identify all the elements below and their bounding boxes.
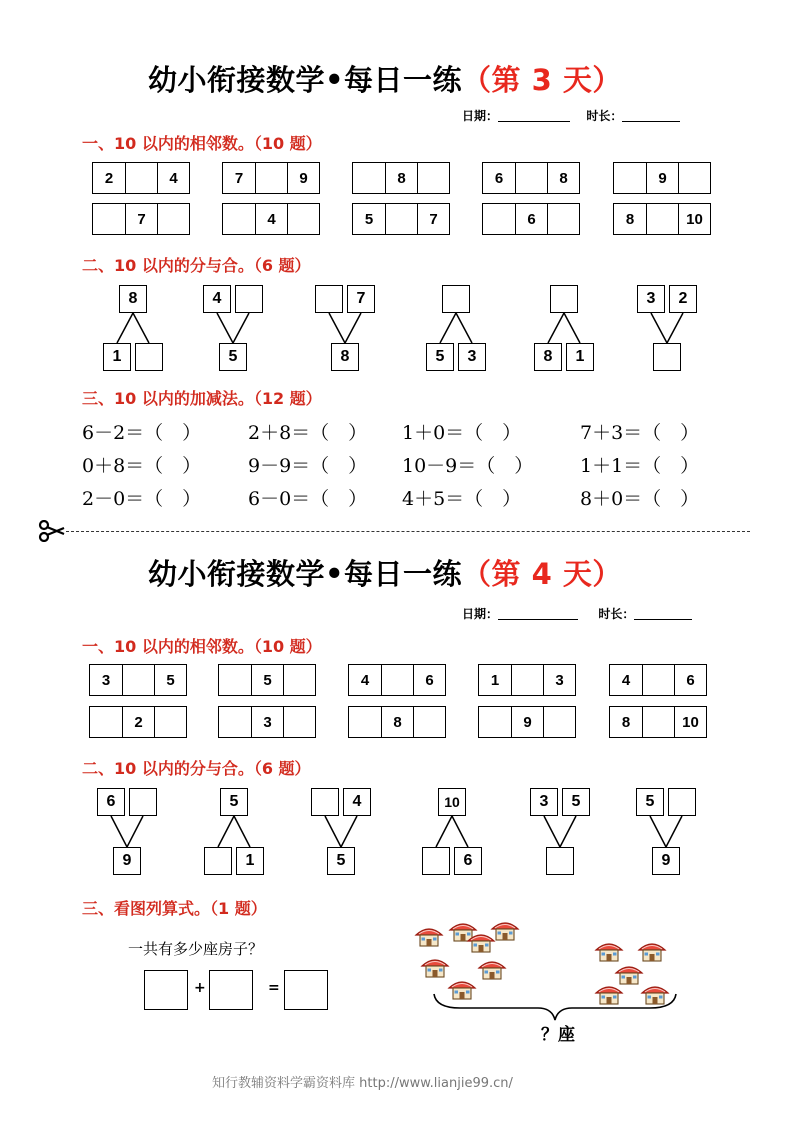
sheet2-title-main: 幼小衔接数学•每日一练 xyxy=(148,557,463,591)
equals-sign: = xyxy=(268,980,280,996)
neighbor-number-cell: 3 xyxy=(543,665,575,695)
neighbor-blank-cell[interactable] xyxy=(515,163,547,193)
bond-number-box: 3 xyxy=(530,788,558,816)
neighbor-blank-cell[interactable] xyxy=(543,707,575,737)
brace-label: ？座 xyxy=(541,1025,575,1045)
neighbor-blank-cell[interactable] xyxy=(219,665,251,695)
sheet2-meta xyxy=(462,605,692,622)
sheet2-section2-title: 二、10 以内的分与合。（6 题） xyxy=(82,759,311,778)
bond-number-box: 4 xyxy=(343,788,371,816)
brace xyxy=(430,992,680,1022)
bond-blank-box[interactable] xyxy=(311,788,339,816)
bond-blank-box[interactable] xyxy=(668,788,696,816)
neighbor-group xyxy=(352,162,450,194)
neighbor-number-cell: 9 xyxy=(511,707,543,737)
bond-line xyxy=(117,313,133,343)
scissors-icon xyxy=(38,520,66,546)
answer-box-2[interactable] xyxy=(209,970,253,1010)
neighbor-blank-cell[interactable] xyxy=(483,204,515,234)
equation[interactable]: 6－2＝（ ） xyxy=(82,422,202,444)
bond-number-box: 6 xyxy=(454,847,482,875)
neighbor-blank-cell[interactable] xyxy=(547,204,579,234)
neighbor-blank-cell[interactable] xyxy=(353,163,385,193)
plus-sign: + xyxy=(194,980,206,996)
neighbor-blank-cell[interactable] xyxy=(511,665,543,695)
neighbor-blank-cell[interactable] xyxy=(646,204,678,234)
bond-line xyxy=(560,816,576,847)
sheet1-title xyxy=(148,58,622,99)
bond-line xyxy=(650,816,666,847)
bond-number-box: 5 xyxy=(562,788,590,816)
bond-number-box: 10 xyxy=(438,788,466,816)
neighbor-number-cell: 6 xyxy=(674,665,706,695)
sheet2-title xyxy=(148,552,622,593)
bond-line xyxy=(452,816,468,847)
neighbor-blank-cell[interactable] xyxy=(223,204,255,234)
sheet1-date-label: 日期： xyxy=(462,109,499,123)
equation[interactable]: 1＋1＝（ ） xyxy=(580,455,700,477)
neighbor-blank-cell[interactable] xyxy=(385,204,417,234)
neighbor-group xyxy=(613,162,711,194)
neighbor-number-cell: 7 xyxy=(417,204,449,234)
bond-line xyxy=(548,313,564,343)
answer-box-3[interactable] xyxy=(284,970,328,1010)
bond-blank-box[interactable] xyxy=(135,343,163,371)
bond-line xyxy=(218,816,234,847)
neighbor-number-cell: 3 xyxy=(251,707,283,737)
neighbor-number-cell: 7 xyxy=(234,169,244,187)
bond-blank-box[interactable] xyxy=(550,285,578,313)
neighbor-number-cell: 8 xyxy=(621,713,631,731)
equation[interactable]: 2－0＝（ ） xyxy=(82,488,202,510)
neighbor-blank-cell[interactable] xyxy=(678,163,710,193)
neighbor-group xyxy=(609,664,707,696)
neighbor-number-cell: 2 xyxy=(104,169,114,187)
bond-blank-box[interactable] xyxy=(315,285,343,313)
neighbor-group xyxy=(348,706,446,738)
bond-number-box: 8 xyxy=(119,285,147,313)
equation[interactable]: 6－0＝（ ） xyxy=(248,488,368,510)
house-icon xyxy=(490,918,520,946)
bond-number-box: 5 xyxy=(219,343,247,371)
neighbor-blank-cell[interactable] xyxy=(417,163,449,193)
bond-line xyxy=(325,816,341,847)
bond-line xyxy=(233,313,249,343)
neighbor-number-cell: 4 xyxy=(360,671,370,689)
neighbor-number-cell: 7 xyxy=(125,204,157,234)
bond-blank-box[interactable] xyxy=(204,847,232,875)
bond-line xyxy=(651,313,667,343)
bond-number-box: 8 xyxy=(534,343,562,371)
neighbor-group xyxy=(609,706,707,738)
sheet2-duration-label: 时长： xyxy=(598,607,635,621)
bond-number-box: 3 xyxy=(458,343,486,371)
neighbor-blank-cell[interactable] xyxy=(283,707,315,737)
neighbor-number-cell: 6 xyxy=(413,665,445,695)
sheet2-date-blank[interactable] xyxy=(498,607,578,620)
house-icon xyxy=(414,924,444,952)
neighbor-blank-cell[interactable] xyxy=(642,665,674,695)
answer-box-1[interactable] xyxy=(144,970,188,1010)
neighbor-group xyxy=(613,203,711,235)
neighbor-blank-cell[interactable] xyxy=(349,707,381,737)
bond-number-box: 9 xyxy=(652,847,680,875)
neighbor-number-cell: 8 xyxy=(547,163,579,193)
neighbor-number-cell: 5 xyxy=(251,665,283,695)
sheet2-section3-title: 三、看图列算式。（1 题） xyxy=(82,899,267,918)
neighbor-blank-cell[interactable] xyxy=(154,707,186,737)
bond-line xyxy=(440,313,456,343)
bond-line xyxy=(111,816,127,847)
bond-blank-box[interactable] xyxy=(653,343,681,371)
bond-line xyxy=(544,816,560,847)
neighbor-number-cell: 4 xyxy=(255,204,287,234)
bond-number-box: 5 xyxy=(220,788,248,816)
sheet1-date-blank[interactable] xyxy=(498,109,570,122)
neighbor-number-cell: 2 xyxy=(122,707,154,737)
bond-blank-box[interactable] xyxy=(129,788,157,816)
sheet1-title-day: （第 3 天） xyxy=(462,63,622,97)
neighbor-blank-cell[interactable] xyxy=(122,665,154,695)
neighbor-group xyxy=(92,203,190,235)
neighbor-group xyxy=(222,162,320,194)
neighbor-group xyxy=(89,664,187,696)
sheet1-title-main: 幼小衔接数学•每日一练 xyxy=(148,63,463,97)
neighbor-group xyxy=(482,203,580,235)
neighbor-group xyxy=(92,162,190,194)
bond-line xyxy=(329,313,345,343)
bond-line xyxy=(127,816,143,847)
bond-blank-box[interactable] xyxy=(422,847,450,875)
neighbor-group xyxy=(218,664,316,696)
bond-number-box: 5 xyxy=(426,343,454,371)
bond-number-box: 6 xyxy=(97,788,125,816)
neighbor-number-cell: 4 xyxy=(621,671,631,689)
equation[interactable]: 8＋0＝（ ） xyxy=(580,488,700,510)
sheet1-duration-blank[interactable] xyxy=(622,109,680,122)
bond-line xyxy=(564,313,580,343)
neighbor-number-cell: 3 xyxy=(101,671,111,689)
neighbor-number-cell: 1 xyxy=(490,671,500,689)
neighbor-number-cell: 6 xyxy=(494,169,504,187)
bond-blank-box[interactable] xyxy=(546,847,574,875)
bond-line xyxy=(234,816,250,847)
bond-line xyxy=(666,816,682,847)
neighbor-group xyxy=(482,162,580,194)
neighbor-number-cell: 4 xyxy=(157,163,189,193)
bond-number-box: 8 xyxy=(331,343,359,371)
neighbor-group xyxy=(352,203,450,235)
neighbor-group xyxy=(222,203,320,235)
neighbor-blank-cell[interactable] xyxy=(125,163,157,193)
sheet2-section1-title: 一、10 以内的相邻数。（10 题） xyxy=(82,637,322,656)
sheet1-duration-label: 时长： xyxy=(586,109,623,123)
neighbor-group xyxy=(218,706,316,738)
bond-number-box: 1 xyxy=(103,343,131,371)
bond-number-box: 1 xyxy=(236,847,264,875)
neighbor-blank-cell[interactable] xyxy=(642,707,674,737)
neighbor-number-cell: 10 xyxy=(678,204,710,234)
bond-line xyxy=(436,816,452,847)
sheet1-meta xyxy=(462,107,680,124)
bond-number-box: 7 xyxy=(347,285,375,313)
bond-blank-box[interactable] xyxy=(442,285,470,313)
neighbor-blank-cell[interactable] xyxy=(287,204,319,234)
equation[interactable]: 10－9＝（ ） xyxy=(402,455,534,477)
neighbor-number-cell: 9 xyxy=(287,163,319,193)
neighbor-blank-cell[interactable] xyxy=(219,707,251,737)
neighbor-number-cell: 8 xyxy=(625,210,635,228)
equation[interactable]: 9－9＝（ ） xyxy=(248,455,368,477)
house-icon xyxy=(420,955,450,983)
sheet1-section3-title: 三、10 以内的加减法。（12 题） xyxy=(82,389,322,408)
neighbor-blank-cell[interactable] xyxy=(381,665,413,695)
neighbor-blank-cell[interactable] xyxy=(255,163,287,193)
neighbor-number-cell: 5 xyxy=(154,665,186,695)
bond-line xyxy=(456,313,472,343)
bond-line xyxy=(341,816,357,847)
bond-number-box: 3 xyxy=(637,285,665,313)
bond-number-box: 2 xyxy=(669,285,697,313)
neighbor-group xyxy=(348,664,446,696)
neighbor-number-cell: 5 xyxy=(364,210,374,228)
sheet2-date-label: 日期： xyxy=(462,607,499,621)
bond-line xyxy=(345,313,361,343)
footer-text: 知行教辅资料学霸资料库 http://www.lianjie99.cn/ xyxy=(212,1076,513,1091)
neighbor-blank-cell[interactable] xyxy=(90,707,122,737)
bond-line xyxy=(133,313,149,343)
neighbor-blank-cell[interactable] xyxy=(93,204,125,234)
bond-line xyxy=(667,313,683,343)
neighbor-number-cell: 8 xyxy=(381,707,413,737)
bond-number-box: 5 xyxy=(636,788,664,816)
bond-line xyxy=(217,313,233,343)
equation[interactable]: 0＋8＝（ ） xyxy=(82,455,202,477)
sheet2-duration-blank[interactable] xyxy=(634,607,692,620)
neighbor-blank-cell[interactable] xyxy=(413,707,445,737)
picture-question: 一共有多少座房子？ xyxy=(128,940,264,958)
bond-number-box: 9 xyxy=(113,847,141,875)
house-icon xyxy=(477,957,507,985)
neighbor-number-cell: 6 xyxy=(515,204,547,234)
equation[interactable]: 7＋3＝（ ） xyxy=(580,422,700,444)
neighbor-blank-cell[interactable] xyxy=(283,665,315,695)
neighbor-blank-cell[interactable] xyxy=(479,707,511,737)
sheet1-section1-title: 一、10 以内的相邻数。（10 题） xyxy=(82,134,322,153)
bond-blank-box[interactable] xyxy=(235,285,263,313)
bond-number-box: 1 xyxy=(566,343,594,371)
bond-number-box: 5 xyxy=(327,847,355,875)
neighbor-blank-cell[interactable] xyxy=(157,204,189,234)
sheet1-section2-title: 二、10 以内的分与合。（6 题） xyxy=(82,256,311,275)
neighbor-number-cell: 10 xyxy=(674,707,706,737)
equation[interactable]: 4＋5＝（ ） xyxy=(402,488,522,510)
neighbor-group xyxy=(89,706,187,738)
neighbor-blank-cell[interactable] xyxy=(614,163,646,193)
neighbor-group xyxy=(478,664,576,696)
equation[interactable]: 2＋8＝（ ） xyxy=(248,422,368,444)
neighbor-number-cell: 9 xyxy=(646,163,678,193)
neighbor-group xyxy=(478,706,576,738)
sheet2-title-day: （第 4 天） xyxy=(462,557,622,591)
bond-number-box: 4 xyxy=(203,285,231,313)
cut-line xyxy=(66,531,750,532)
neighbor-number-cell: 8 xyxy=(385,163,417,193)
equation[interactable]: 1＋0＝（ ） xyxy=(402,422,522,444)
